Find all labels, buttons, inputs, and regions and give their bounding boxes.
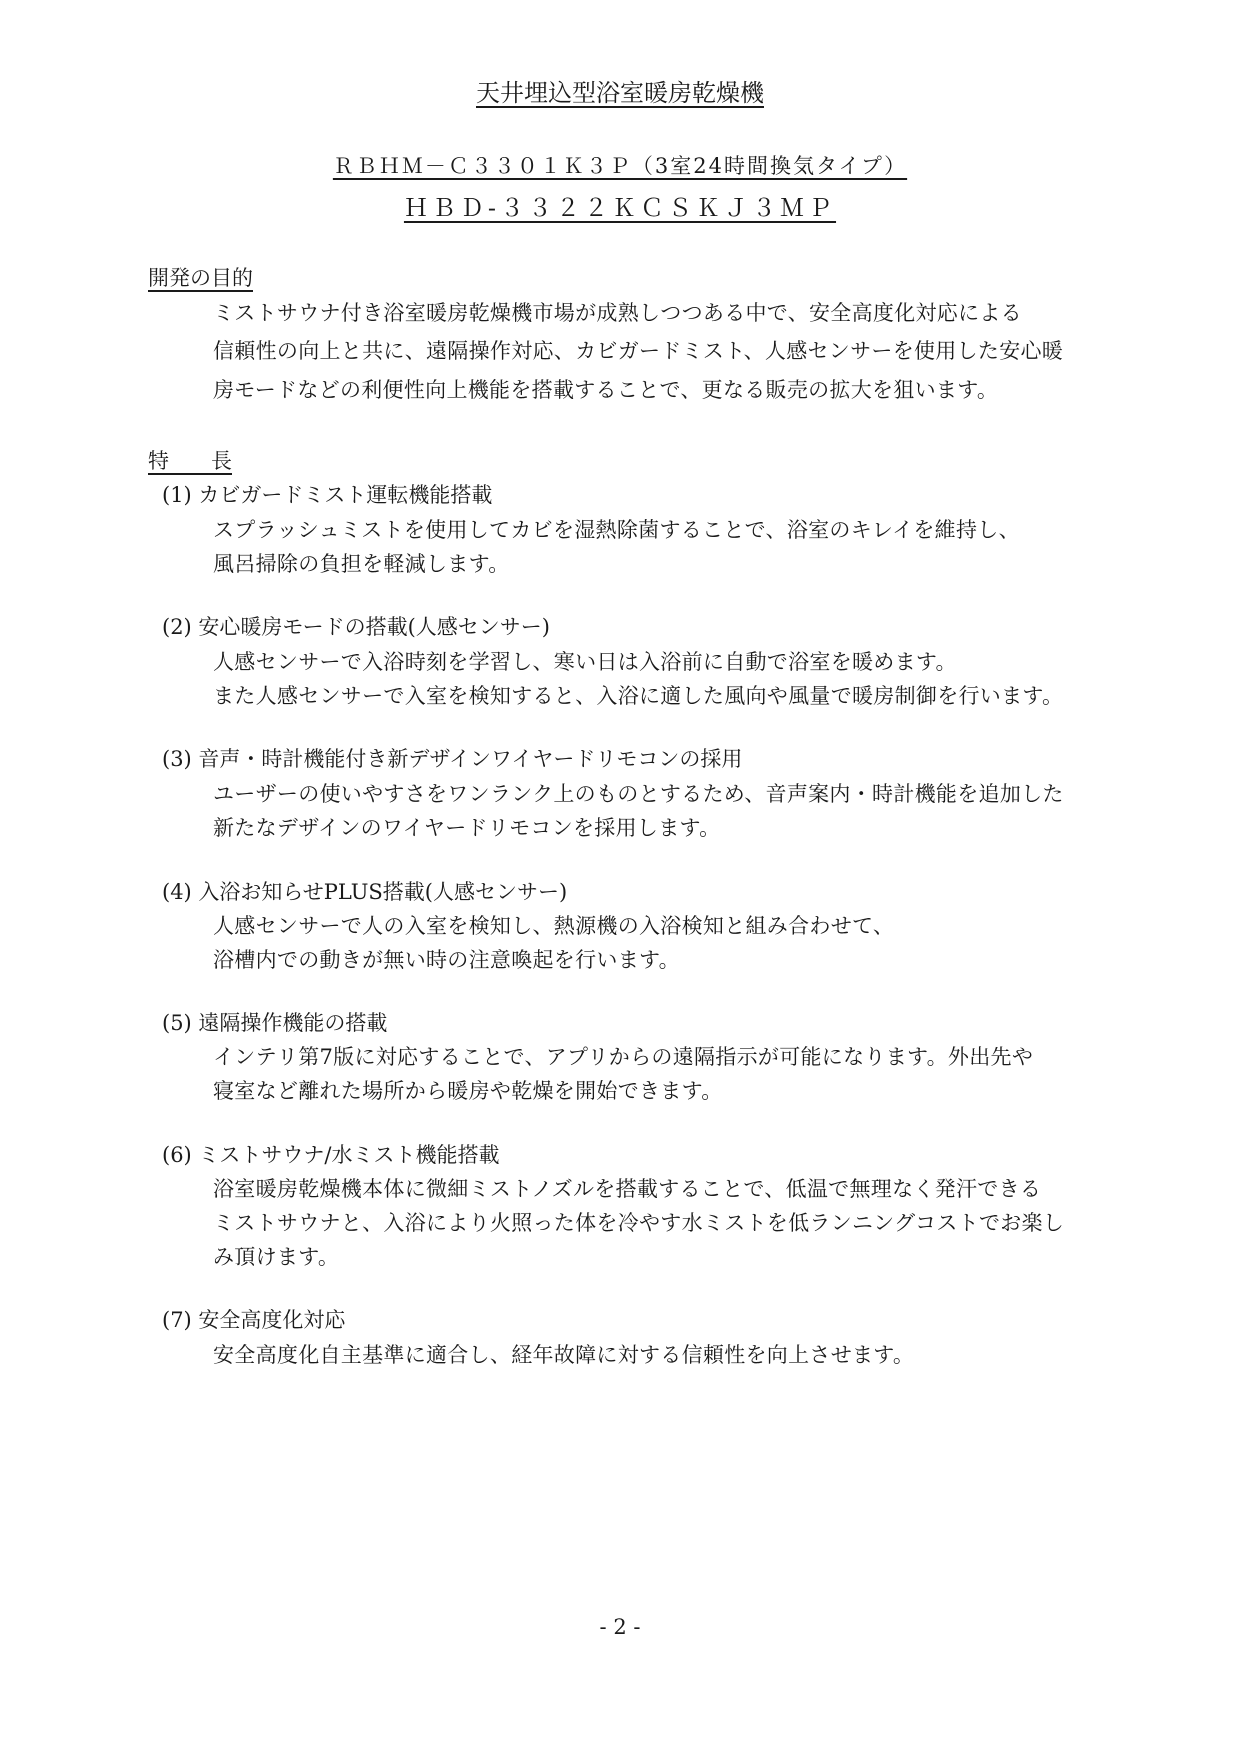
feature-title-7: (7) 安全高度化対応 bbox=[162, 1308, 346, 1332]
document-title: 天井埋込型浴室暖房乾燥機 bbox=[476, 79, 764, 107]
page-number: - 2 - bbox=[599, 1615, 641, 1639]
features-heading: 特 長 bbox=[148, 449, 232, 473]
feature-line: 新たなデザインのワイヤードリモコンを採用します。 bbox=[213, 816, 721, 840]
purpose-line: ミストサウナ付き浴室暖房乾燥機市場が成熟しつつある中で、安全高度化対応による bbox=[213, 301, 1022, 325]
feature-title-3: (3) 音声・時計機能付き新デザインワイヤードリモコンの採用 bbox=[162, 747, 743, 771]
feature-line: インテリ第7版に対応することで、アプリからの遠隔指示が可能になります。外出先や bbox=[213, 1045, 1034, 1069]
feature-line: 人感センサーで入浴時刻を学習し、寒い日は入浴前に自動で浴室を暖めます。 bbox=[213, 650, 957, 674]
feature-title-6: (6) ミストサウナ/水ミスト機能搭載 bbox=[162, 1143, 500, 1167]
feature-line: 人感センサーで人の入室を検知し、熱源機の入浴検知と組み合わせて、 bbox=[213, 914, 895, 938]
feature-line: ユーザーの使いやすさをワンランク上のものとするため、音声案内・時計機能を追加した bbox=[213, 782, 1064, 806]
feature-line: 安全高度化自主基準に適合し、経年故障に対する信頼性を向上させます。 bbox=[213, 1343, 915, 1367]
model-number-primary: ＲＢＨＭ－Ｃ３３０１Ｋ３Ｐ（3室24時間換気タイプ） bbox=[332, 154, 908, 178]
feature-line: み頂けます。 bbox=[213, 1245, 340, 1269]
purpose-line: 信頼性の向上と共に、遠隔操作対応、カビガードミスト、人感センサーを使用した安心暖 bbox=[213, 339, 1064, 363]
feature-title-4: (4) 入浴お知らせPLUS搭載(人感センサー) bbox=[162, 880, 568, 904]
model-number-secondary: ＨＢＤ-３３２２ＫＣＳＫＪ３ＭＰ bbox=[403, 194, 837, 222]
feature-line: ミストサウナと、入浴により火照った体を冷やす水ミストを低ランニングコストでお楽し bbox=[213, 1211, 1065, 1235]
feature-line: また人感センサーで入室を検知すると、入浴に適した風向や風量で暖房制御を行います。 bbox=[213, 684, 1064, 708]
feature-title-1: (1) カビガードミスト運転機能搭載 bbox=[162, 483, 493, 507]
purpose-heading: 開発の目的 bbox=[148, 266, 253, 290]
feature-line: スプラッシュミストを使用してカビを湿熱除菌することで、浴室のキレイを維持し、 bbox=[213, 518, 1020, 542]
feature-title-2: (2) 安心暖房モードの搭載(人感センサー) bbox=[162, 615, 550, 639]
feature-title-5: (5) 遠隔操作機能の搭載 bbox=[162, 1011, 388, 1035]
feature-line: 浴槽内での動きが無い時の注意喚起を行います。 bbox=[213, 948, 680, 972]
feature-line: 浴室暖房乾燥機本体に微細ミストノズルを搭載することで、低温で無理なく発汗できる bbox=[213, 1177, 1042, 1201]
feature-line: 寝室など離れた場所から暖房や乾燥を開始できます。 bbox=[213, 1079, 723, 1103]
feature-line: 風呂掃除の負担を軽減します。 bbox=[213, 552, 510, 576]
purpose-line: 房モードなどの利便性向上機能を搭載することで、更なる販売の拡大を狙います。 bbox=[213, 378, 999, 402]
